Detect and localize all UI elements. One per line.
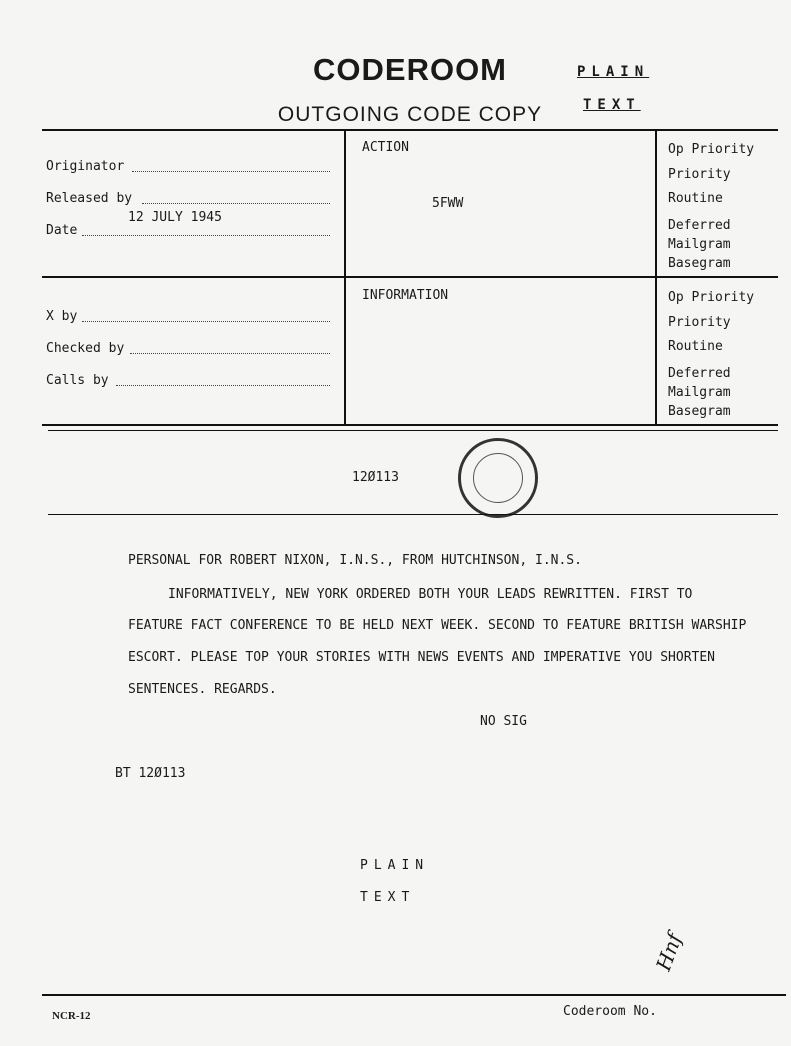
calls-by-field xyxy=(116,385,330,386)
info-priority-basegram: Basegram xyxy=(668,404,731,419)
calls-by-label: Calls by xyxy=(46,373,109,388)
message-line-5: SENTENCES. REGARDS. xyxy=(128,682,277,697)
action-priority-deferred: Deferred xyxy=(668,218,731,233)
date-label: Date xyxy=(46,223,78,238)
date-field xyxy=(82,235,330,236)
checked-by-label: Checked by xyxy=(46,341,125,356)
message-line-4: ESCORT. PLEASE TOP YOUR STORIES WITH NEWS EVENTS AND IMPERATIVE YOU SHORTEN xyxy=(128,650,715,665)
released-by-label: Released by xyxy=(46,191,133,206)
archive-stamp-inner-ring xyxy=(473,453,523,503)
action-priority-routine: Routine xyxy=(668,191,723,206)
date-value: 12 JULY 1945 xyxy=(128,210,222,225)
information-label: INFORMATION xyxy=(362,288,449,303)
bottom-plain-label: PLAIN xyxy=(360,858,430,873)
date-time-group: 12Ø113 xyxy=(352,470,399,485)
handwritten-initials: Hnf xyxy=(651,930,687,974)
form-top-border xyxy=(42,129,778,131)
xby-field xyxy=(82,321,330,322)
action-priority-mailgram: Mailgram xyxy=(668,237,731,252)
checked-by-field xyxy=(130,353,330,354)
bt-group: BT 12Ø113 xyxy=(115,766,186,781)
form-bottom-double-border xyxy=(48,430,778,431)
archive-stamp-icon xyxy=(458,438,538,518)
message-line-1: PERSONAL FOR ROBERT NIXON, I.N.S., FROM HUTCHINSON, I.N.S. xyxy=(128,553,582,568)
corner-plain-label: PLAIN xyxy=(577,64,650,80)
xby-label: X by xyxy=(46,309,78,324)
coderoom-number-label: Coderoom No. xyxy=(563,1004,657,1019)
form-divider-left xyxy=(344,129,346,426)
bottom-text-label: TEXT xyxy=(360,890,416,905)
info-priority-deferred: Deferred xyxy=(668,366,731,381)
message-line-3: FEATURE FACT CONFERENCE TO BE HELD NEXT WEEK. SECOND TO FEATURE BRITISH WARSHIP xyxy=(128,618,747,633)
action-priority-priority: Priority xyxy=(668,167,731,182)
corner-text-label: TEXT xyxy=(583,97,641,113)
info-priority-priority: Priority xyxy=(668,315,731,330)
message-line-2: INFORMATIVELY, NEW YORK ORDERED BOTH YOUR LEADS REWRITTEN. FIRST TO xyxy=(168,587,693,602)
header-separator xyxy=(48,514,778,515)
info-priority-routine: Routine xyxy=(668,339,723,354)
action-value: 5FWW xyxy=(432,196,464,211)
action-priority-op: Op Priority xyxy=(668,142,755,157)
originator-label: Originator xyxy=(46,159,125,174)
action-label: ACTION xyxy=(362,140,409,155)
form-middle-border xyxy=(42,276,778,278)
action-priority-basegram: Basegram xyxy=(668,256,731,271)
info-priority-mailgram: Mailgram xyxy=(668,385,731,400)
form-number: NCR-12 xyxy=(52,1010,91,1022)
form-bottom-border xyxy=(42,424,778,426)
form-divider-right xyxy=(655,129,657,426)
footer-border xyxy=(42,994,786,996)
released-by-field xyxy=(142,203,330,204)
info-priority-op: Op Priority xyxy=(668,290,755,305)
no-signature: NO SIG xyxy=(480,714,527,729)
page-subtitle: OUTGOING CODE COPY xyxy=(277,103,543,126)
page-title: CODEROOM xyxy=(313,52,507,87)
originator-field xyxy=(132,171,330,172)
